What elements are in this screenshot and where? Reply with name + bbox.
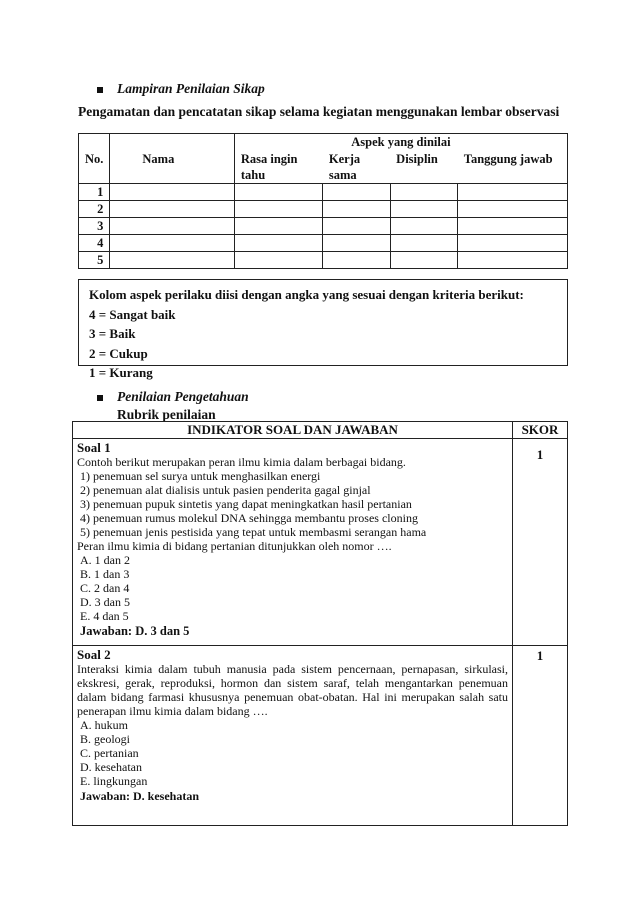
criteria-item: 3 = Baik	[89, 326, 136, 341]
aspect-header-rasa-ingin-tahu: Rasa ingin tahu	[234, 151, 323, 184]
question-prompt: Peran ilmu kimia di bidang pertanian ditunjukkan oleh nomor ….	[77, 539, 392, 553]
row-number: 3	[79, 218, 110, 235]
aspect-group-header: Aspek yang dinilai	[234, 134, 567, 151]
criteria-item: 2 = Cukup	[89, 345, 148, 361]
statement-item: 1) penemuan sel surya untuk menghasilkan energi	[80, 469, 321, 483]
col-header-nama: Nama	[110, 134, 234, 184]
score-value: 1	[513, 646, 568, 826]
question-row	[73, 439, 568, 646]
question-cell	[73, 646, 513, 826]
answer-key: Jawaban: D. kesehatan	[80, 789, 200, 803]
criteria-item: 1 = Kurang	[89, 365, 153, 380]
criteria-intro: Kolom aspek perilaku diisi dengan angka yang sesuai dengan kriteria berikut:	[89, 287, 524, 302]
table-row	[79, 201, 568, 218]
cell-aspect[interactable]	[390, 201, 458, 218]
question-cell	[73, 439, 513, 646]
row-number: 4	[79, 235, 110, 252]
cell-aspect[interactable]	[458, 252, 568, 269]
cell-aspect[interactable]	[323, 235, 390, 252]
cell-aspect[interactable]	[234, 184, 323, 201]
cell-aspect[interactable]	[323, 252, 390, 269]
aspect-header-tanggung-jawab: Tanggung jawab	[458, 151, 568, 184]
cell-aspect[interactable]	[323, 218, 390, 235]
answer-key: Jawaban: D. 3 dan 5	[80, 624, 190, 638]
cell-nama[interactable]	[110, 218, 234, 235]
aspect-header-kerja-sama: Kerja sama	[323, 151, 390, 184]
cell-aspect[interactable]	[458, 184, 568, 201]
criteria-item: 4 = Sangat baik	[89, 306, 176, 322]
observation-subtitle: Pengamatan dan pencatatan sikap selama kegiatan menggunakan lembar observasi	[78, 104, 560, 119]
cell-nama[interactable]	[110, 235, 234, 252]
col-header-no: No.	[79, 134, 110, 184]
section-heading-pengetahuan: Penilaian Pengetahuan	[117, 389, 249, 404]
cell-aspect[interactable]	[234, 235, 323, 252]
cell-aspect[interactable]	[323, 201, 390, 218]
table-row	[79, 184, 568, 201]
cell-nama[interactable]	[110, 184, 234, 201]
question-intro: Interaksi kimia dalam tubuh manusia pada sistem pencernaan, pernapasan, sirkulasi, ekskresi, gerak, reproduksi, hormon dan sistem saraf, telah mengantarkan penemuan dalam bidang farmasi khususnya penemuan obat-obatan. Hal ini merupakan salah satu penerapan ilmu kimia dalam bidang ….	[77, 662, 509, 718]
cell-nama[interactable]	[110, 252, 234, 269]
answer-option: B. 1 dan 3	[80, 567, 130, 581]
row-number: 2	[79, 201, 110, 218]
col-header-indicator: INDIKATOR SOAL DAN JAWABAN	[73, 422, 513, 439]
statement-item: 2) penemuan alat dialisis untuk pasien penderita gagal ginjal	[80, 483, 371, 497]
cell-aspect[interactable]	[234, 218, 323, 235]
question-row	[73, 646, 568, 826]
row-number: 1	[79, 184, 110, 201]
rubric-table	[72, 421, 568, 826]
answer-option: B. geologi	[80, 732, 130, 746]
answer-option: C. pertanian	[80, 746, 139, 760]
cell-aspect[interactable]	[390, 235, 458, 252]
bullet-icon	[97, 87, 103, 93]
table-row	[79, 235, 568, 252]
cell-aspect[interactable]	[323, 184, 390, 201]
answer-option: C. 2 dan 4	[80, 581, 130, 595]
col-header-score: SKOR	[513, 422, 568, 439]
answer-option: D. 3 dan 5	[80, 595, 130, 609]
cell-aspect[interactable]	[390, 252, 458, 269]
table-row	[79, 218, 568, 235]
cell-aspect[interactable]	[458, 235, 568, 252]
statement-item: 5) penemuan jenis pestisida yang tepat untuk membasmi serangan hama	[80, 525, 427, 539]
rubric-label: Rubrik penilaian	[117, 407, 216, 422]
observation-table	[78, 133, 568, 269]
answer-option: E. 4 dan 5	[80, 609, 129, 623]
score-value: 1	[513, 439, 568, 646]
criteria-box	[78, 279, 568, 380]
question-intro: Contoh berikut merupakan peran ilmu kimia dalam berbagai bidang.	[77, 455, 406, 469]
cell-aspect[interactable]	[234, 201, 323, 218]
question-title: Soal 2	[77, 647, 111, 662]
statement-item: 3) penemuan pupuk sintetis yang dapat meningkatkan hasil pertanian	[80, 497, 412, 511]
bullet-icon	[97, 395, 103, 401]
cell-aspect[interactable]	[390, 184, 458, 201]
cell-aspect[interactable]	[458, 218, 568, 235]
section-heading-sikap: Lampiran Penilaian Sikap	[117, 81, 265, 96]
cell-aspect[interactable]	[234, 252, 323, 269]
cell-nama[interactable]	[110, 201, 234, 218]
aspect-header-disiplin: Disiplin	[390, 151, 458, 184]
row-number: 5	[79, 252, 110, 269]
answer-option: A. 1 dan 2	[80, 553, 130, 567]
cell-aspect[interactable]	[458, 201, 568, 218]
answer-option: E. lingkungan	[80, 774, 148, 788]
answer-option: D. kesehatan	[80, 760, 142, 774]
question-title: Soal 1	[77, 440, 111, 455]
cell-aspect[interactable]	[390, 218, 458, 235]
answer-option: A. hukum	[80, 718, 128, 732]
statement-item: 4) penemuan rumus molekul DNA sehingga membantu proses cloning	[80, 511, 418, 525]
table-row	[79, 252, 568, 269]
